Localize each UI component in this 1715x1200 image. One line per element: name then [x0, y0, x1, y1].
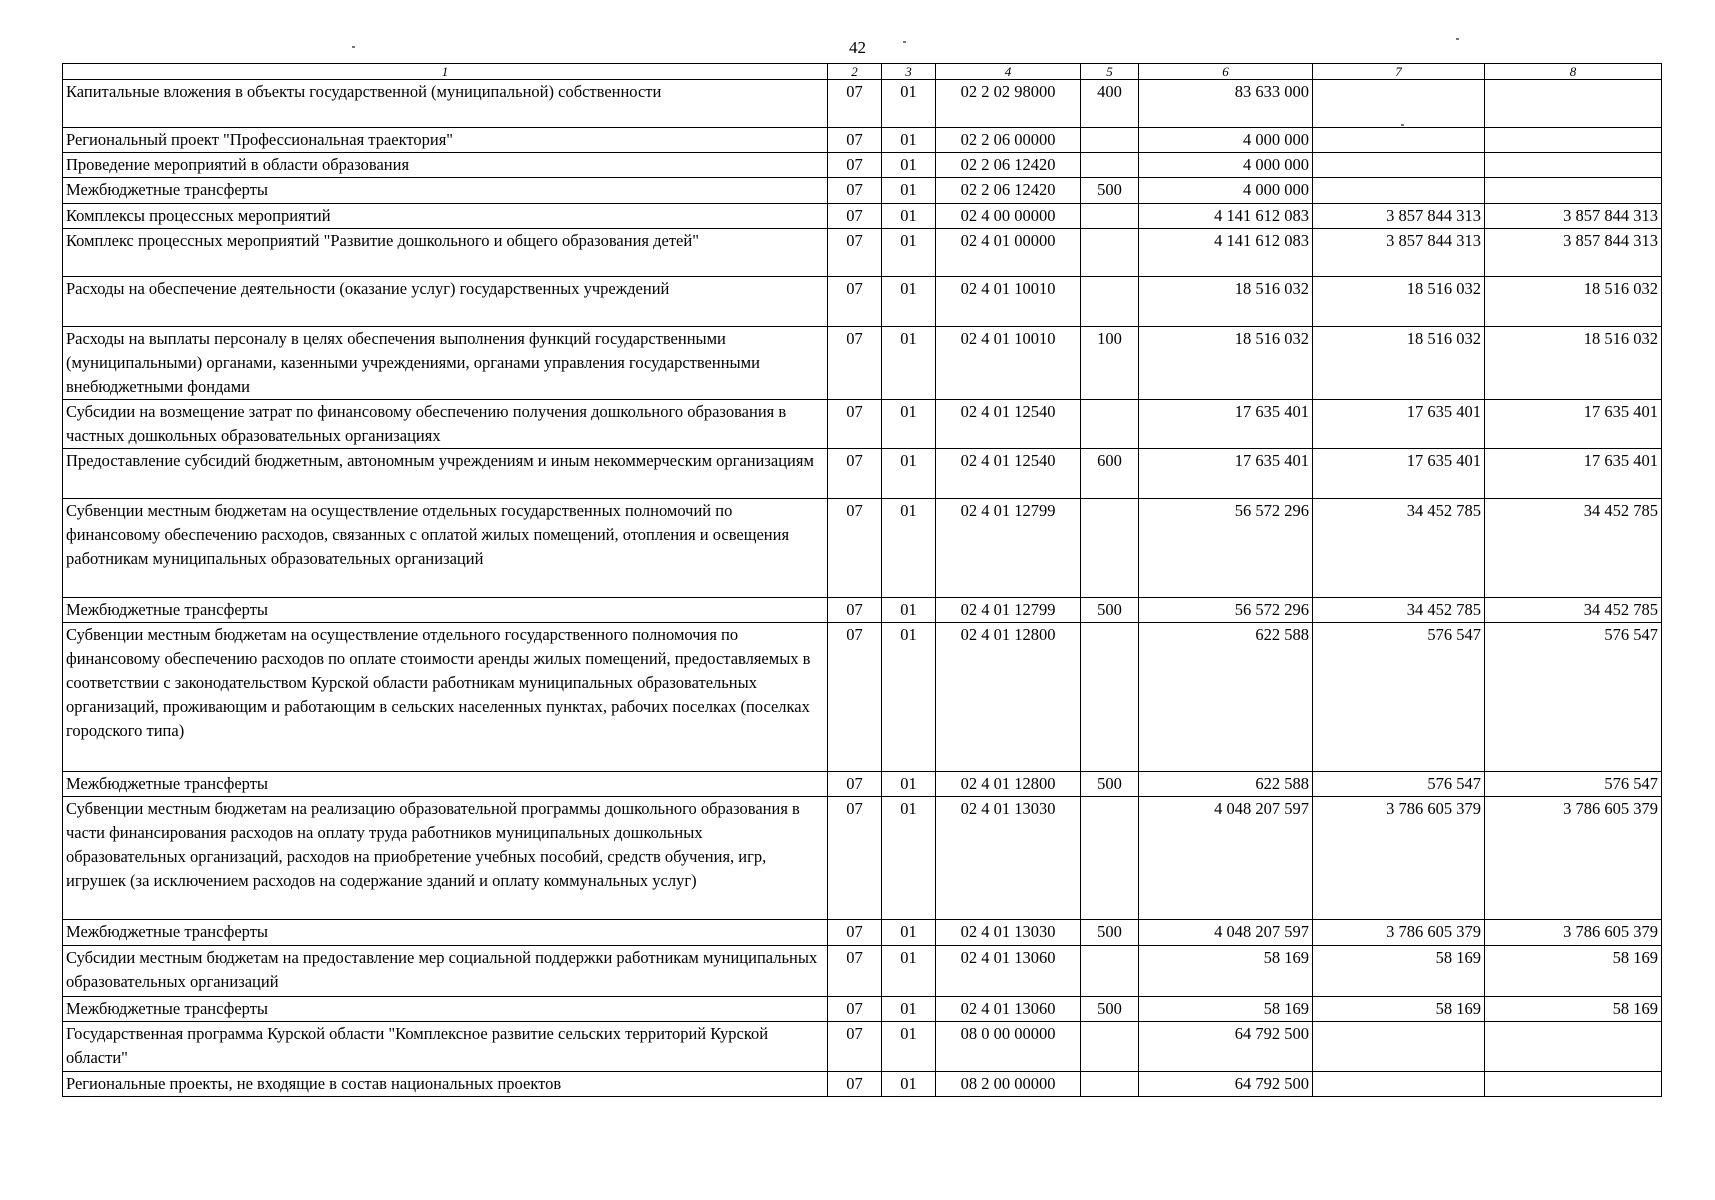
amount-col-8: 17 635 401	[1485, 400, 1662, 449]
section-code: 07	[828, 128, 882, 153]
expense-type-code	[1081, 277, 1139, 327]
expense-type-code: 500	[1081, 997, 1139, 1022]
expense-name: Комплекс процессных мероприятий "Развитие дошкольного и общего образования детей"	[63, 229, 828, 277]
subsection-code: 01	[882, 499, 936, 598]
target-article-code: 08 0 00 00000	[936, 1022, 1081, 1072]
section-code: 07	[828, 946, 882, 997]
expense-type-code	[1081, 623, 1139, 772]
subsection-code: 01	[882, 204, 936, 229]
target-article-code: 08 2 00 00000	[936, 1072, 1081, 1097]
table-row	[63, 797, 1662, 920]
section-code: 07	[828, 80, 882, 128]
section-code: 07	[828, 153, 882, 178]
expense-name: Субвенции местным бюджетам на осуществление отдельного государственного полномочия по финансовому обеспечению расходов по оплате стоимости аренды жилых помещений, предоставляемых в соответствии с законодательством Курской области работникам муниципальных образовательных организаций, проживающим и работающим в сельских населенных пунктах, рабочих поселках (поселках городского типа)	[63, 623, 828, 772]
expense-name: Субвенции местным бюджетам на реализацию образовательной программы дошкольного образования в части финансирования расходов на оплату труда работников муниципальных дошкольных образовательных организаций, расходов на приобретение учебных пособий, средств обучения, игр, игрушек (за исключением расходов на содержание зданий и оплату коммунальных услуг)	[63, 797, 828, 920]
table-row	[63, 449, 1662, 499]
amount-col-6: 4 000 000	[1139, 178, 1313, 204]
amount-col-7	[1313, 153, 1485, 178]
amount-col-6: 64 792 500	[1139, 1022, 1313, 1072]
expense-name: Предоставление субсидий бюджетным, автономным учреждениям и иным некоммерческим организациям	[63, 449, 828, 499]
amount-col-8: 3 857 844 313	[1485, 229, 1662, 277]
section-code: 07	[828, 204, 882, 229]
subsection-code: 01	[882, 598, 936, 623]
amount-col-7: 3 786 605 379	[1313, 920, 1485, 946]
section-code: 07	[828, 772, 882, 797]
subsection-code: 01	[882, 797, 936, 920]
section-code: 07	[828, 277, 882, 327]
amount-col-6: 4 141 612 083	[1139, 204, 1313, 229]
subsection-code: 01	[882, 178, 936, 204]
scan-speck	[352, 46, 355, 48]
subsection-code: 01	[882, 997, 936, 1022]
expense-name: Региональные проекты, не входящие в состав национальных проектов	[63, 1072, 828, 1097]
table-row	[63, 772, 1662, 797]
table-row	[63, 327, 1662, 400]
section-code: 07	[828, 327, 882, 400]
expense-type-code: 600	[1081, 449, 1139, 499]
target-article-code: 02 4 00 00000	[936, 204, 1081, 229]
amount-col-8	[1485, 1022, 1662, 1072]
amount-col-8	[1485, 80, 1662, 128]
amount-col-8: 58 169	[1485, 946, 1662, 997]
amount-col-6: 4 000 000	[1139, 128, 1313, 153]
table-row	[63, 400, 1662, 449]
amount-col-8: 3 857 844 313	[1485, 204, 1662, 229]
amount-col-8: 3 786 605 379	[1485, 920, 1662, 946]
section-code: 07	[828, 449, 882, 499]
amount-col-8	[1485, 178, 1662, 204]
target-article-code: 02 4 01 12800	[936, 772, 1081, 797]
expense-type-code	[1081, 400, 1139, 449]
subsection-code: 01	[882, 623, 936, 772]
amount-col-6: 17 635 401	[1139, 400, 1313, 449]
column-number: 1	[63, 64, 828, 80]
amount-col-6: 4 000 000	[1139, 153, 1313, 178]
target-article-code: 02 2 06 00000	[936, 128, 1081, 153]
target-article-code: 02 4 01 12799	[936, 499, 1081, 598]
target-article-code: 02 4 01 10010	[936, 277, 1081, 327]
amount-col-8: 3 786 605 379	[1485, 797, 1662, 920]
target-article-code: 02 4 01 12800	[936, 623, 1081, 772]
amount-col-6: 4 141 612 083	[1139, 229, 1313, 277]
amount-col-7	[1313, 1022, 1485, 1072]
expense-type-code	[1081, 797, 1139, 920]
amount-col-7: 3 786 605 379	[1313, 797, 1485, 920]
amount-col-6: 64 792 500	[1139, 1072, 1313, 1097]
amount-col-6: 56 572 296	[1139, 499, 1313, 598]
table-row	[63, 80, 1662, 128]
amount-col-7: 576 547	[1313, 623, 1485, 772]
amount-col-8: 58 169	[1485, 997, 1662, 1022]
amount-col-7	[1313, 1072, 1485, 1097]
amount-col-8: 18 516 032	[1485, 277, 1662, 327]
amount-col-6: 18 516 032	[1139, 327, 1313, 400]
target-article-code: 02 4 01 13030	[936, 797, 1081, 920]
table-row	[63, 1022, 1662, 1072]
target-article-code: 02 4 01 13030	[936, 920, 1081, 946]
subsection-code: 01	[882, 449, 936, 499]
amount-col-6: 4 048 207 597	[1139, 797, 1313, 920]
amount-col-8: 576 547	[1485, 772, 1662, 797]
subsection-code: 01	[882, 327, 936, 400]
subsection-code: 01	[882, 1072, 936, 1097]
expense-name: Государственная программа Курской области "Комплексное развитие сельских территорий Курской области"	[63, 1022, 828, 1072]
expense-type-code	[1081, 128, 1139, 153]
table-row	[63, 997, 1662, 1022]
subsection-code: 01	[882, 128, 936, 153]
target-article-code: 02 4 01 12799	[936, 598, 1081, 623]
scan-speck	[1401, 124, 1404, 126]
target-article-code: 02 2 06 12420	[936, 178, 1081, 204]
amount-col-7: 17 635 401	[1313, 400, 1485, 449]
expense-type-code: 500	[1081, 178, 1139, 204]
subsection-code: 01	[882, 153, 936, 178]
section-code: 07	[828, 499, 882, 598]
amount-col-7: 58 169	[1313, 946, 1485, 997]
amount-col-7: 3 857 844 313	[1313, 229, 1485, 277]
subsection-code: 01	[882, 946, 936, 997]
table-row	[63, 229, 1662, 277]
amount-col-7: 576 547	[1313, 772, 1485, 797]
amount-col-6: 17 635 401	[1139, 449, 1313, 499]
expense-name: Межбюджетные трансферты	[63, 920, 828, 946]
scan-speck	[1456, 38, 1459, 40]
section-code: 07	[828, 229, 882, 277]
column-number: 2	[828, 64, 882, 80]
subsection-code: 01	[882, 400, 936, 449]
amount-col-8: 18 516 032	[1485, 327, 1662, 400]
amount-col-8: 17 635 401	[1485, 449, 1662, 499]
subsection-code: 01	[882, 229, 936, 277]
amount-col-7: 3 857 844 313	[1313, 204, 1485, 229]
amount-col-6: 18 516 032	[1139, 277, 1313, 327]
amount-col-6: 4 048 207 597	[1139, 920, 1313, 946]
expense-name: Проведение мероприятий в области образования	[63, 153, 828, 178]
table-row	[63, 128, 1662, 153]
expense-name: Межбюджетные трансферты	[63, 997, 828, 1022]
target-article-code: 02 4 01 12540	[936, 400, 1081, 449]
scan-speck	[903, 41, 906, 43]
expense-type-code	[1081, 204, 1139, 229]
amount-col-8	[1485, 1072, 1662, 1097]
expense-name: Капитальные вложения в объекты государственной (муниципальной) собственности	[63, 80, 828, 128]
amount-col-7: 18 516 032	[1313, 327, 1485, 400]
subsection-code: 01	[882, 80, 936, 128]
amount-col-8: 576 547	[1485, 623, 1662, 772]
table-row	[63, 598, 1662, 623]
section-code: 07	[828, 400, 882, 449]
amount-col-6: 622 588	[1139, 772, 1313, 797]
expense-type-code: 500	[1081, 920, 1139, 946]
expense-name: Субсидии на возмещение затрат по финансовому обеспечению получения дошкольного образования в частных дошкольных образовательных организациях	[63, 400, 828, 449]
target-article-code: 02 2 02 98000	[936, 80, 1081, 128]
table-row	[63, 920, 1662, 946]
target-article-code: 02 4 01 10010	[936, 327, 1081, 400]
column-number: 8	[1485, 64, 1662, 80]
table-row	[63, 623, 1662, 772]
page-number: 42	[849, 38, 866, 57]
amount-col-8: 34 452 785	[1485, 499, 1662, 598]
section-code: 07	[828, 178, 882, 204]
expense-type-code: 500	[1081, 772, 1139, 797]
amount-col-7: 34 452 785	[1313, 499, 1485, 598]
section-code: 07	[828, 920, 882, 946]
section-code: 07	[828, 1022, 882, 1072]
amount-col-6: 58 169	[1139, 997, 1313, 1022]
amount-col-7	[1313, 128, 1485, 153]
expense-type-code: 500	[1081, 598, 1139, 623]
column-number: 7	[1313, 64, 1485, 80]
amount-col-6: 56 572 296	[1139, 598, 1313, 623]
section-code: 07	[828, 997, 882, 1022]
expense-name: Региональный проект "Профессиональная траектория"	[63, 128, 828, 153]
expense-name: Межбюджетные трансферты	[63, 598, 828, 623]
table-row	[63, 946, 1662, 997]
expense-type-code	[1081, 946, 1139, 997]
target-article-code: 02 4 01 13060	[936, 946, 1081, 997]
expense-name: Межбюджетные трансферты	[63, 178, 828, 204]
column-number: 6	[1139, 64, 1313, 80]
column-number: 3	[882, 64, 936, 80]
expense-type-code	[1081, 1022, 1139, 1072]
subsection-code: 01	[882, 1022, 936, 1072]
section-code: 07	[828, 1072, 882, 1097]
subsection-code: 01	[882, 772, 936, 797]
target-article-code: 02 2 06 12420	[936, 153, 1081, 178]
expense-name: Межбюджетные трансферты	[63, 772, 828, 797]
column-number: 4	[936, 64, 1081, 80]
section-code: 07	[828, 797, 882, 920]
amount-col-7	[1313, 178, 1485, 204]
target-article-code: 02 4 01 00000	[936, 229, 1081, 277]
expense-type-code	[1081, 229, 1139, 277]
target-article-code: 02 4 01 12540	[936, 449, 1081, 499]
amount-col-7: 17 635 401	[1313, 449, 1485, 499]
table-row	[63, 1072, 1662, 1097]
section-code: 07	[828, 598, 882, 623]
expense-name: Комплексы процессных мероприятий	[63, 204, 828, 229]
table-row	[63, 204, 1662, 229]
expense-type-code: 100	[1081, 327, 1139, 400]
amount-col-8: 34 452 785	[1485, 598, 1662, 623]
amount-col-7: 34 452 785	[1313, 598, 1485, 623]
expense-name: Расходы на обеспечение деятельности (оказание услуг) государственных учреждений	[63, 277, 828, 327]
table-row	[63, 277, 1662, 327]
table-row	[63, 178, 1662, 204]
table-row	[63, 153, 1662, 178]
subsection-code: 01	[882, 277, 936, 327]
expense-type-code	[1081, 1072, 1139, 1097]
amount-col-7: 58 169	[1313, 997, 1485, 1022]
amount-col-8	[1485, 128, 1662, 153]
amount-col-6: 622 588	[1139, 623, 1313, 772]
amount-col-6: 83 633 000	[1139, 80, 1313, 128]
target-article-code: 02 4 01 13060	[936, 997, 1081, 1022]
expense-type-code	[1081, 499, 1139, 598]
subsection-code: 01	[882, 920, 936, 946]
column-number-row	[63, 64, 1662, 80]
amount-col-7	[1313, 80, 1485, 128]
expense-name: Субвенции местным бюджетам на осуществление отдельных государственных полномочий по финансовому обеспечению расходов, связанных с оплатой жилых помещений, отопления и освещения работникам муниципальных образовательных организаций	[63, 499, 828, 598]
expense-type-code	[1081, 153, 1139, 178]
amount-col-6: 58 169	[1139, 946, 1313, 997]
expense-type-code: 400	[1081, 80, 1139, 128]
column-number: 5	[1081, 64, 1139, 80]
amount-col-8	[1485, 153, 1662, 178]
section-code: 07	[828, 623, 882, 772]
expense-name: Субсидии местным бюджетам на предоставление мер социальной поддержки работникам муниципальных образовательных организаций	[63, 946, 828, 997]
table-row	[63, 499, 1662, 598]
budget-table	[62, 63, 1662, 1097]
expense-name: Расходы на выплаты персоналу в целях обеспечения выполнения функций государственными (муниципальными) органами, казенными учреждениями, органами управления государственными внебюджетными фондами	[63, 327, 828, 400]
amount-col-7: 18 516 032	[1313, 277, 1485, 327]
